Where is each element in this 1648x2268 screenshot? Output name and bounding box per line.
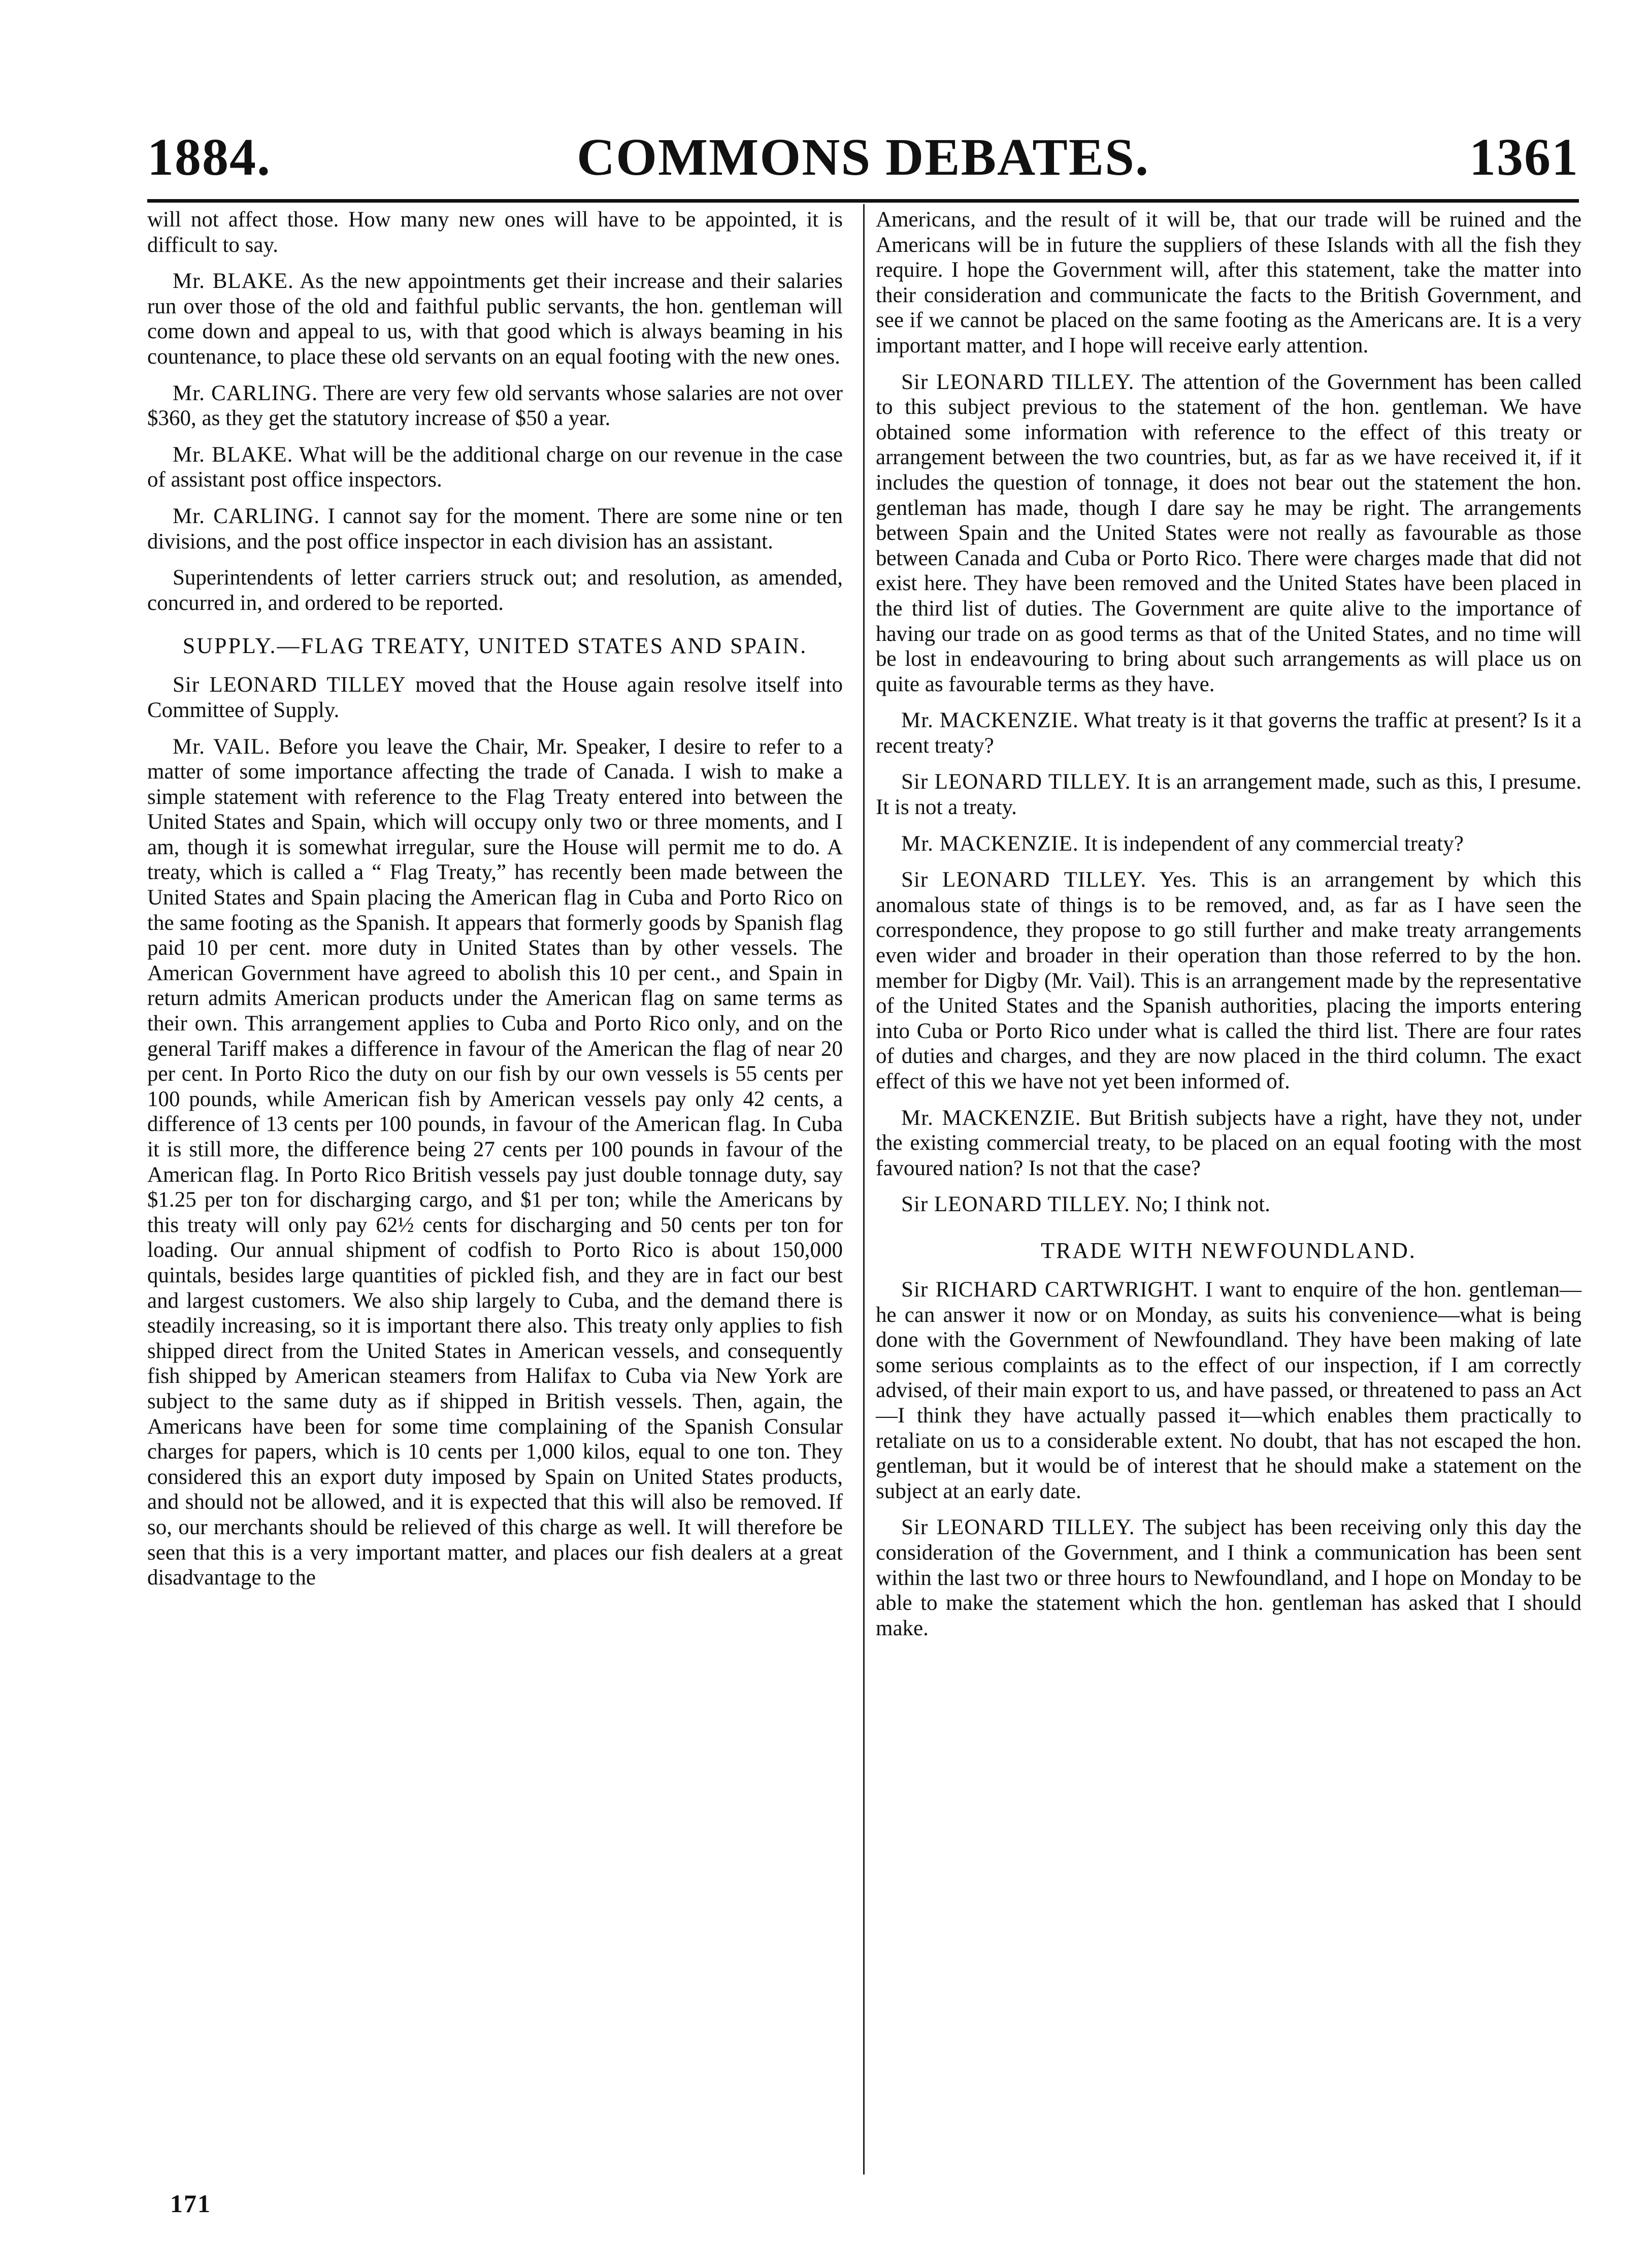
speaker-name: Sir LEONARD TILLEY. — [901, 1192, 1130, 1217]
paragraph — [147, 381, 843, 431]
paragraph — [147, 504, 843, 554]
speaker-name: Sir LEONARD TILLEY. — [901, 868, 1147, 892]
speaker-name: Sir LEONARD TILLEY. — [901, 370, 1135, 394]
speaker-name: Mr. CARLING. — [173, 381, 318, 405]
speech-text: Before you leave the Chair, Mr. Speaker, I desire to refer to a matter of some importance affecting the trade of Canada. I wish to make a simple statement with reference to the Flag Treaty entered into between the United States and Spain, which will occupy only two or three moments, and I am, though it is somewhat irregular, sure the House will permit me to do. A treaty, which is called a “ Flag Treaty,” has recently been made between the United States and Spain placing the American flag in Cuba and Porto Rico on the same footing as the Spanish. It appears that formerly goods by Spanish flag paid 10 per cent. more duty in United States than by other vessels. The American Government have agreed to abolish this 10 per cent., and Spain in return admits American products under the American flag on same terms as their own. This arrangement applies to Cuba and Porto Rico only, and on the general Tariff makes a difference in favour of the American the flag of near 20 per cent. In Porto Rico the duty on our fish by our own vessels is 55 cents per 100 pounds, while American fish by American vessels pay only 42 cents, a difference of 13 cents per 100 pounds, in favour of the American flag. In Cuba it is still more, the difference being 27 cents per 100 pounds in favour of the American flag. In Porto Rico British vessels pay just double tonnage duty, say $1.25 per ton for discharging cargo, and $1 per ton; while the Americans by this treaty will only pay 62½ cents for discharging and 50 cents per ton for loading. Our annual shipment of codfish to Porto Rico is about 150,000 quintals, besides large quantities of pickled fish, and they are in fact our best and largest customers. We also ship largely to Cuba, and the demand there is steadily increasing, so it is important there also. This treaty only applies to fish shipped direct from the United States in American vessels, and consequently fish shipped by American steamers from Halifax to Cuba via New York are subject to the same duty as if shipped in British vessels. Then, again, the Americans have been for some time complaining of the Spanish Consular charges for papers, which is 10 cents per 1,000 kilos, equal to one ton. They considered this an export duty imposed by Spain on United States products, and should not be allowed, and it is expected that this will also be removed. If so, our merchants should be relieved of this charge as well. It will therefore be seen that this is a very important matter, and places our fish dealers at a great disadvantage to the — [147, 734, 843, 1590]
paragraph — [876, 1277, 1581, 1504]
paragraph: Americans, and the result of it will be, that our trade will be ruined and the Americans will be in future the suppliers of these Islands with all the fish they require. I hope the Government will, after this statement, take the matter into their consideration and communicate the facts to the British Government, and see if we cannot be placed on the same footing as the Americans are. It is a very important matter, and I hope will receive early attention. — [876, 208, 1581, 358]
paragraph — [876, 769, 1581, 820]
speech-text: What treaty is it that governs the traffic at present? Is it a recent treaty? — [876, 708, 1581, 758]
page-number: 1361 — [1469, 128, 1579, 186]
column-divider — [863, 204, 865, 2175]
speech-text: moved that the House again resolve itself into Committee of Supply. — [147, 673, 843, 722]
speaker-name: Sir LEONARD TILLEY — [173, 673, 406, 697]
right-column — [876, 207, 1581, 1652]
speaker-name: Mr. CARLING. — [173, 504, 320, 528]
paragraph — [876, 370, 1581, 697]
speech-text: It is an arrangement made, such as this, I presume. It is not a treaty. — [876, 770, 1582, 820]
speech-text: But British subjects have a right, have they not, under the existing commercial treaty, to be placed on an equal footing with the most favoured nation? Is not that the case? — [876, 1106, 1581, 1180]
section-heading: TRADE WITH NEWFOUNDLAND. — [1041, 1238, 1416, 1263]
paragraph — [876, 1515, 1581, 1641]
speaker-name: Sir LEONARD TILLEY. — [901, 1515, 1135, 1540]
paragraph — [147, 672, 843, 723]
section-heading: SUPPLY.—FLAG TREATY, UNITED STATES AND SPAIN. — [182, 633, 808, 659]
speech-text: I cannot say for the moment. There are some nine or ten divisions, and the post office inspector in each division has an assistant. — [147, 504, 843, 554]
speech-text: It is independent of any commercial treaty? — [1084, 831, 1464, 856]
speech-text: Yes. This is an arrangement by which this anomalous state of things is to be removed, and, as far as I have seen the correspondence, they propose to go still further and make treaty arrangements even wider and broader in their operation than those referred to by the hon. member for Digby (Mr. Vail). This is an arrangement made by the representative of the United States and the Spanish authorities, placing the imports entering into Cuba or Porto Rico under what is called the third list. There are four rates of duties and charges, and they are now placed in the third column. The exact effect of this we have not yet been informed of. — [876, 868, 1581, 1093]
paragraph — [147, 442, 843, 493]
paragraph: will not affect those. How many new ones will have to be appointed, it is difficult to say. — [147, 208, 843, 257]
page-title: COMMONS DEBATES. — [577, 128, 1149, 186]
speaker-name: Mr. MACKENZIE. — [901, 1106, 1081, 1130]
speaker-name: Mr. VAIL. — [173, 734, 271, 759]
speech-text: What will be the additional charge on our revenue in the case of assistant post office inspectors. — [147, 442, 843, 492]
paragraph — [876, 1106, 1581, 1181]
speech-text: As the new appointments get their increase and their salaries run over those of the old and faithful public servants, the hon. gentleman will come down and appeal to us, with that good which is always beaming in his countenance, to place these old servants on an equal footing with the new ones. — [147, 269, 843, 369]
paragraph — [876, 867, 1581, 1094]
header-rule — [147, 199, 1579, 203]
paragraph — [876, 1192, 1581, 1217]
speech-text: I want to enquire of the hon. gentleman—he can answer it now or on Monday, as suits his convenience—what is being done with the Government of Newfoundland. They have been making of late some serious complaints as to the effect of our inspection, if I am correctly advised, of their main export to us, and have passed, or threatened to pass an Act—I think they have actually passed it—which enables them practically to retaliate on us to a considerable extent. No doubt, that has not escaped the hon. gentleman, but it would be of interest that he should make a statement on the subject at an early date. — [876, 1277, 1581, 1503]
speaker-name: Mr. BLAKE. — [173, 442, 293, 467]
paragraph — [147, 734, 843, 1591]
signature-mark: 171 — [170, 2189, 211, 2218]
speech-text: There are very few old servants whose salaries are not over $360, as they get the statutory increase of $50 a year. — [147, 381, 843, 431]
header-year: 1884. — [147, 128, 271, 186]
page-header — [147, 127, 1579, 188]
paragraph — [147, 269, 843, 369]
paragraph — [876, 708, 1581, 758]
paragraph — [876, 831, 1581, 857]
speaker-name: Mr. BLAKE. — [173, 269, 294, 294]
speaker-name: Sir RICHARD CARTWRIGHT. — [901, 1277, 1199, 1302]
speaker-name: Mr. MACKENZIE. — [901, 831, 1079, 856]
speech-text: The subject has been receiving only this day the consideration of the Government, and I think a communication has been sent within the last two or three hours to Newfoundland, and I hope on Monday to be able to make the statement which the hon. gentleman has asked that I should make. — [876, 1515, 1581, 1640]
left-column — [147, 207, 843, 1602]
paragraph: Superintendents of letter carriers struck out; and resolution, as amended, concurred in, and ordered to be reported. — [147, 566, 843, 615]
speaker-name: Mr. MACKENZIE. — [901, 708, 1079, 733]
speech-text: The attention of the Government has been called to this subject previous to the statement of the hon. gentleman. We have obtained some information with reference to the effect of this treaty or arrangement between the two countries, but, as far as we have received it, if it includes the question of tonnage, it does not bear out the statement the hon. gentleman has made, though I dare say he may be right. The arrangements between Spain and the United States were not really as favourable as those between Canada and Cuba or Porto Rico. There were charges made that did not exist here. They have been removed and the United States have been placed in the third list of duties. The Government are quite alive to the importance of having our trade on as good terms as that of the United States, and no time will be lost in endeavouring to bring about such arrangements as will place us on quite as favourable terms as they have. — [876, 370, 1581, 696]
speech-text: No; I think not. — [1135, 1192, 1270, 1217]
speaker-name: Sir LEONARD TILLEY. — [901, 770, 1131, 794]
